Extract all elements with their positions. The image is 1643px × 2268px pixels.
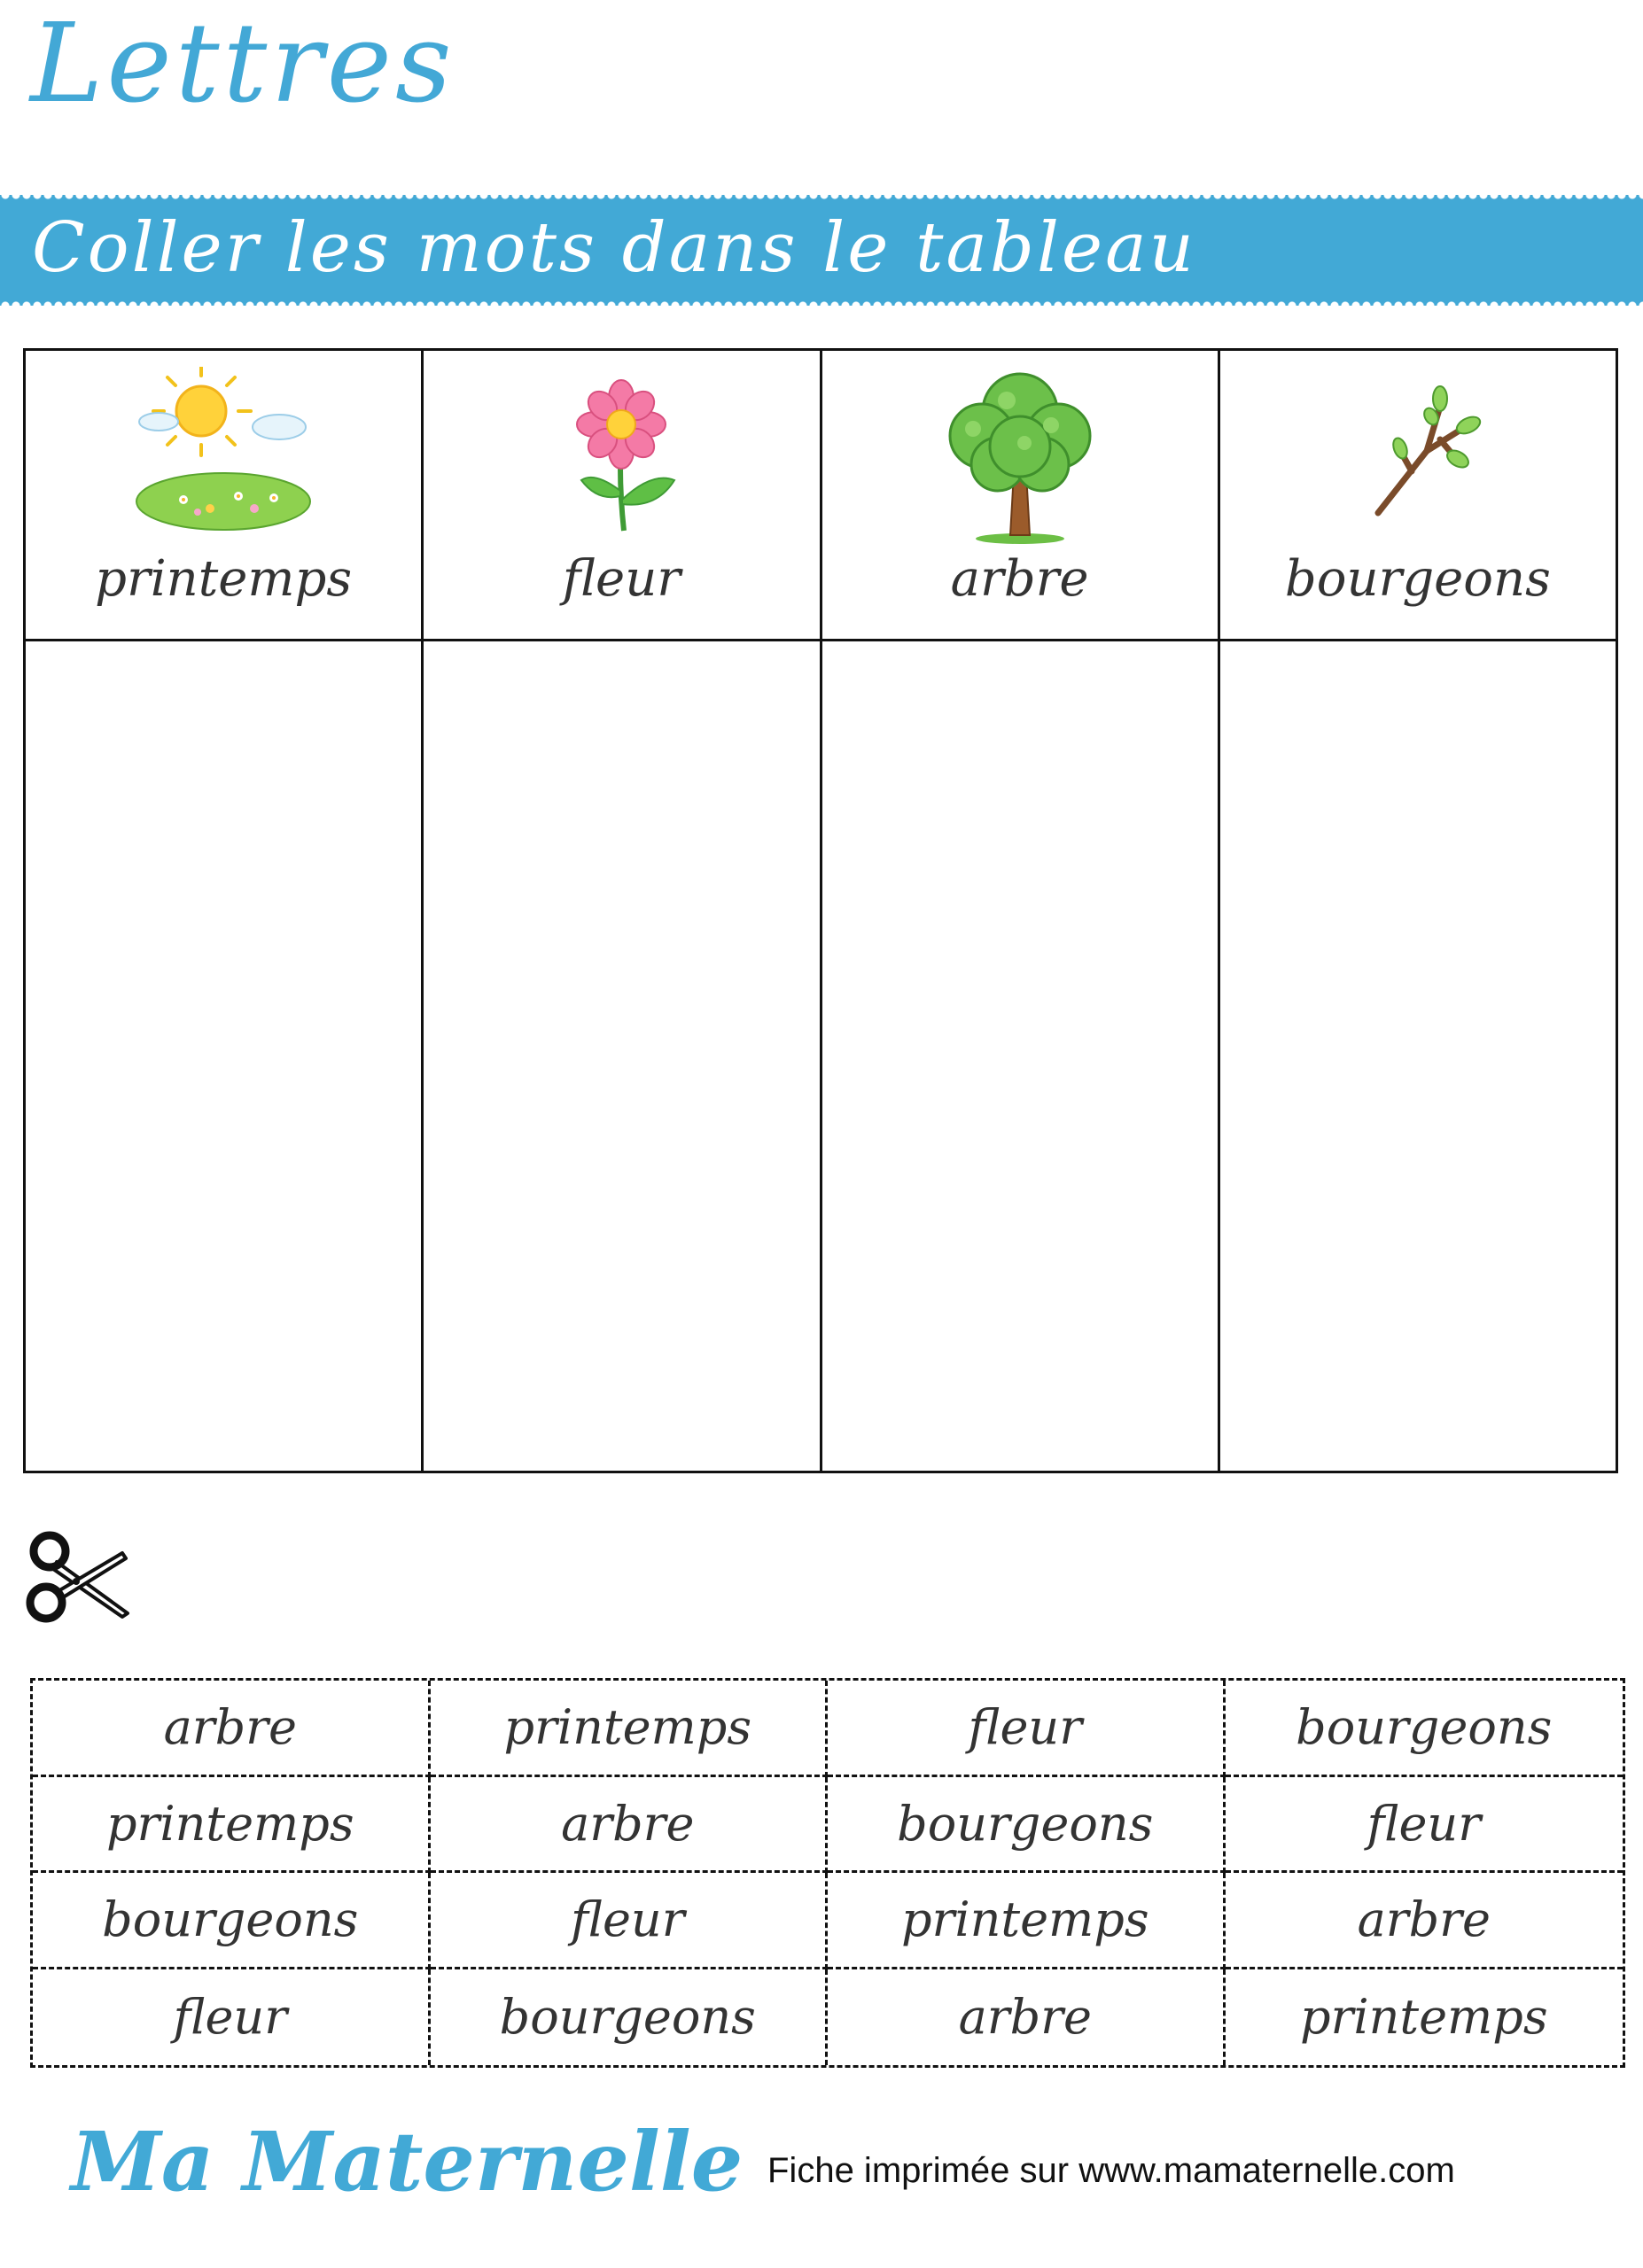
column-header-fleur: [424, 351, 822, 639]
sorting-table: [23, 348, 1618, 1473]
cutout-word[interactable]: arbre: [1226, 1873, 1624, 1969]
column-word: arbre: [950, 550, 1089, 608]
cutout-word[interactable]: arbre: [431, 1777, 829, 1874]
cutout-word[interactable]: arbre: [828, 1969, 1226, 2066]
column-header-printemps: [26, 351, 424, 639]
cutout-word[interactable]: fleur: [828, 1681, 1226, 1777]
spring-meadow-icon: [121, 367, 325, 535]
budding-branch-icon: [1316, 367, 1520, 535]
instruction-banner: [0, 195, 1643, 306]
cutout-word[interactable]: arbre: [33, 1681, 431, 1777]
column-header-arbre: [822, 351, 1220, 639]
paste-area[interactable]: [424, 641, 822, 1471]
scissors-icon: [23, 1528, 134, 1626]
brand-logo: Ma Maternelle: [71, 2114, 744, 2210]
cutout-word-grid: [30, 1678, 1625, 2068]
footer-note: Fiche imprimée sur www.mamaternelle.com: [767, 2151, 1455, 2190]
cutout-word[interactable]: printemps: [33, 1777, 431, 1874]
flower-icon: [519, 367, 723, 535]
paste-area[interactable]: [26, 641, 424, 1471]
table-header-row: [26, 351, 1616, 641]
page-title: Lettres: [30, 0, 456, 128]
cutout-word[interactable]: bourgeons: [828, 1777, 1226, 1874]
cutout-word[interactable]: bourgeons: [1226, 1681, 1624, 1777]
cutout-word[interactable]: printemps: [1299, 1989, 1548, 2046]
cutout-word[interactable]: printemps: [828, 1873, 1226, 1969]
cutout-word[interactable]: printemps: [431, 1681, 829, 1777]
cutout-word[interactable]: bourgeons: [431, 1969, 829, 2066]
column-header-bourgeons: [1220, 351, 1616, 639]
paste-area[interactable]: [1220, 641, 1616, 1471]
table-paste-row: [26, 641, 1616, 1471]
paste-area[interactable]: [822, 641, 1220, 1471]
cutout-word[interactable]: bourgeons: [33, 1873, 431, 1969]
column-word: fleur: [562, 550, 681, 608]
column-word: printemps: [95, 550, 353, 608]
cutout-word[interactable]: fleur: [1226, 1777, 1624, 1874]
cutout-word[interactable]: fleur: [431, 1873, 829, 1969]
instruction-text: Coller les mots dans le tableau: [32, 208, 1196, 288]
tree-icon: [918, 367, 1122, 544]
cutout-word[interactable]: fleur: [33, 1969, 431, 2066]
column-word: bourgeons: [1284, 550, 1551, 608]
